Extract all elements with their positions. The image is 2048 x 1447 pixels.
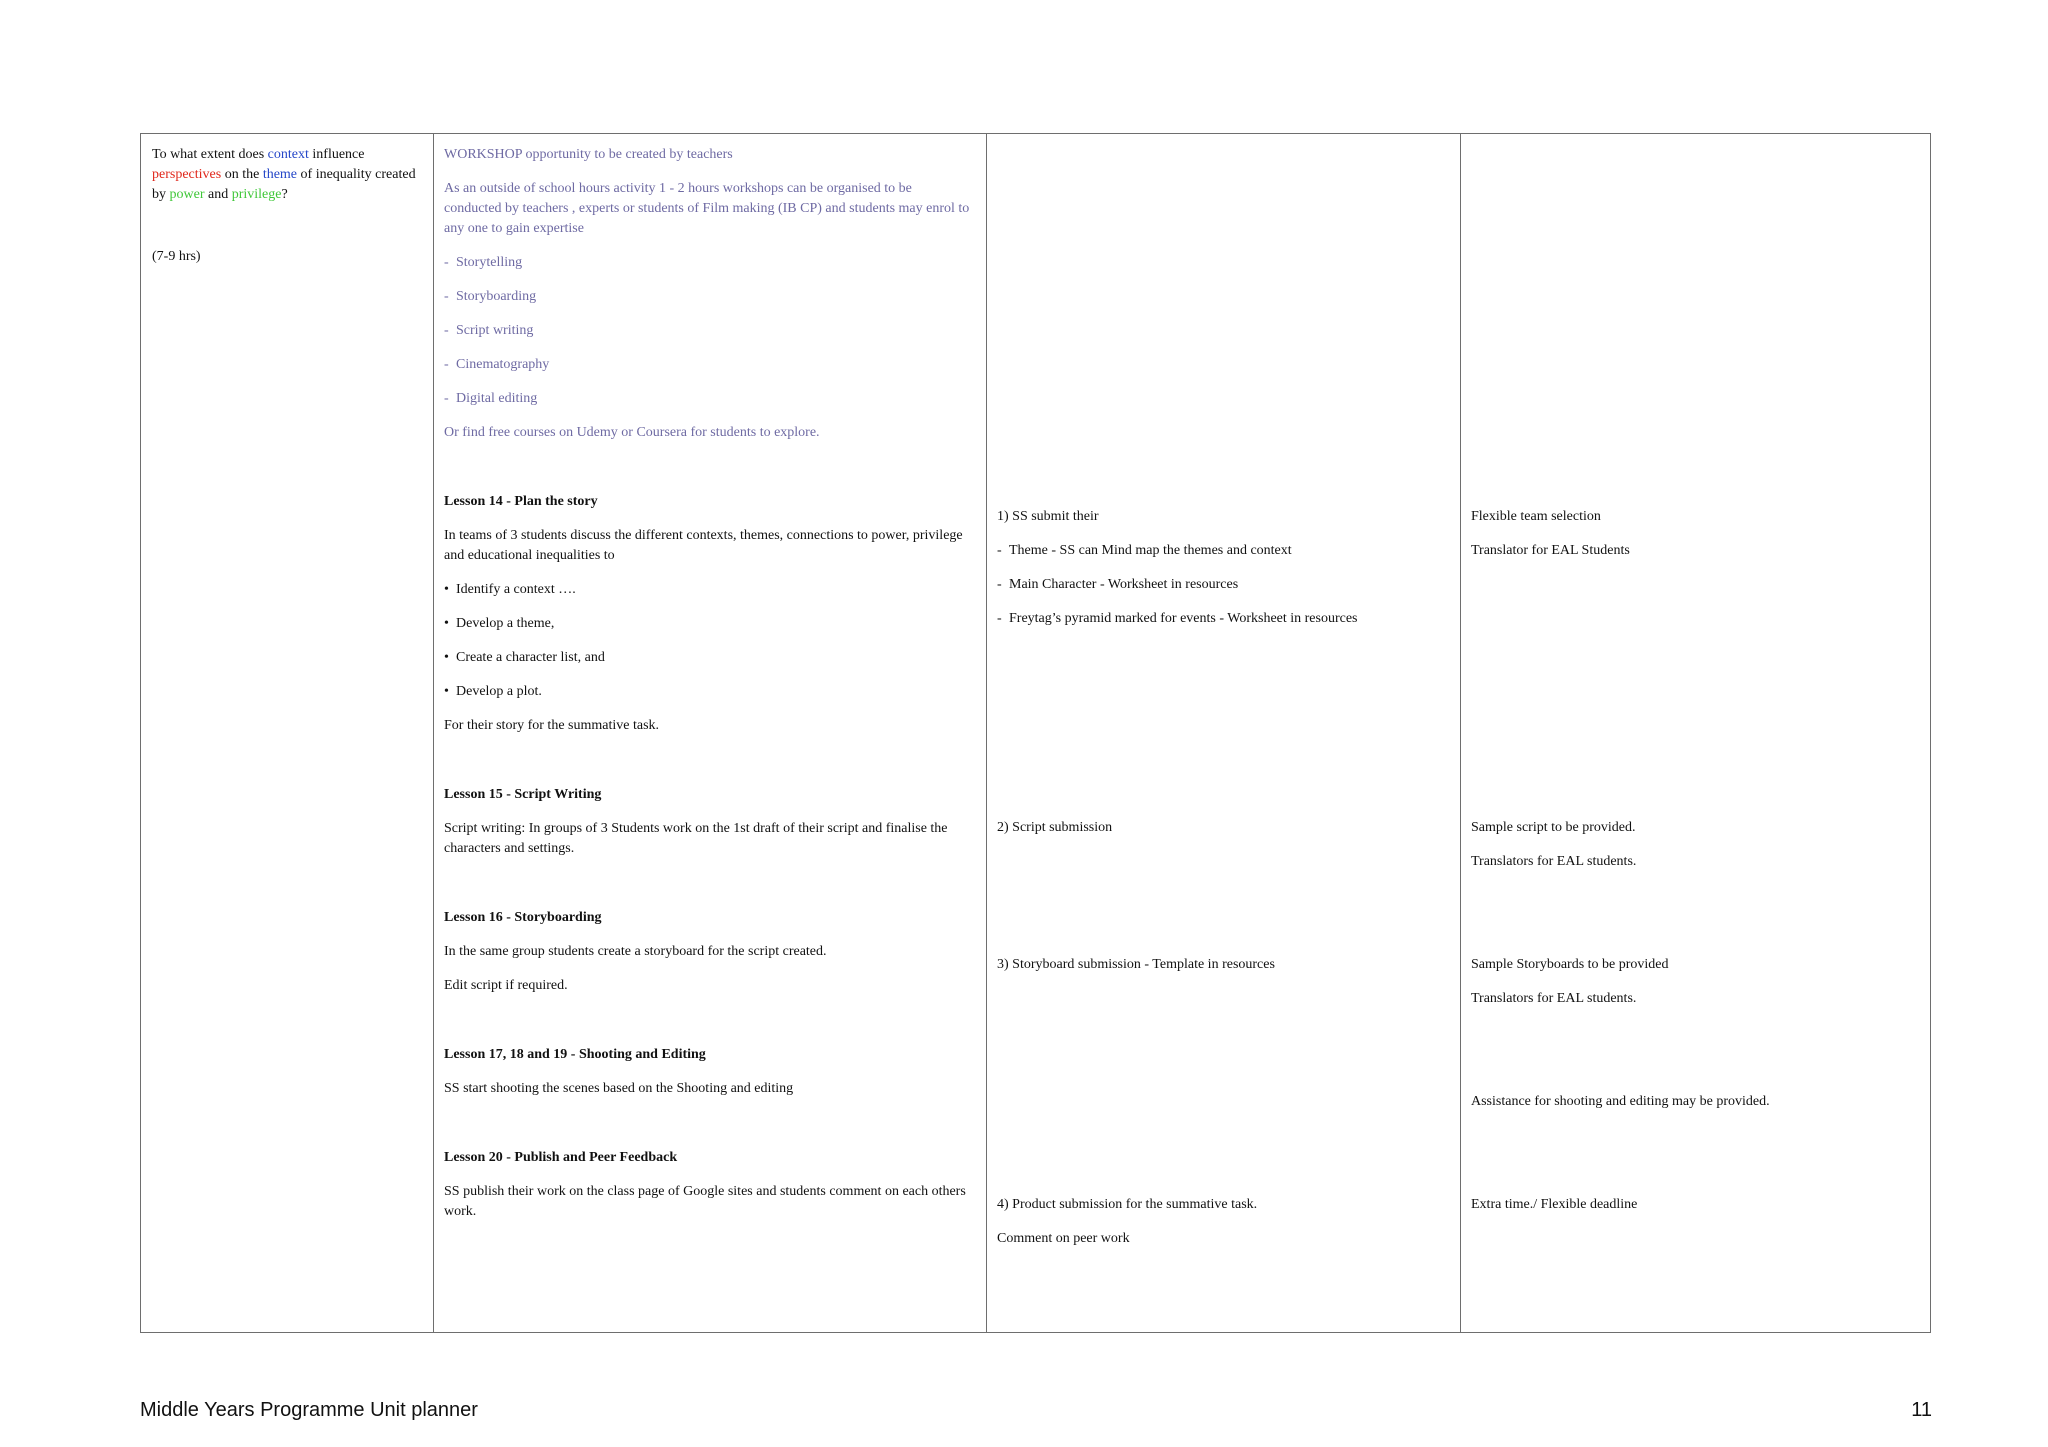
workshop-item: - Storyboarding — [444, 287, 972, 307]
keyword-theme: theme — [262, 167, 298, 182]
differentiation-note: Flexible team selection — [1471, 509, 1601, 524]
workshop-intro: As an outside of school hours activity 1 - 2 hours workshops can be organised to be conducted by teachers , experts or students of Film making (IB CP) and students may enrol to any one to gain expertise — [444, 181, 970, 236]
differentiation-note: Extra time./ Flexible deadline — [1471, 1197, 1638, 1212]
inquiry-question — [152, 145, 422, 205]
lesson-15-body: Script writing: In groups of 3 Students work on the 1st draft of their script and finalise the characters and settings. — [444, 821, 948, 856]
assessment-1-item: - Theme - SS can Mind map the themes and context — [997, 541, 1452, 561]
assessment-3: 3) Storyboard submission - Template in resources — [997, 957, 1275, 972]
assessment-1-item: - Main Character - Worksheet in resources — [997, 575, 1452, 595]
workshop-item: - Storytelling — [444, 253, 972, 273]
inquiry-question-column — [141, 134, 433, 1332]
differentiation-note: Translators for EAL students. — [1471, 854, 1637, 869]
differentiation-note: Translator for EAL Students — [1471, 543, 1630, 558]
keyword-context: context — [267, 147, 309, 162]
keyword-privilege: privilege — [231, 187, 282, 202]
inquiry-text: of inequality created by — [152, 167, 416, 202]
assessment-1-heading: 1) SS submit their — [997, 509, 1099, 524]
differentiation-note: Assistance for shooting and editing may be provided. — [1471, 1094, 1770, 1109]
assessment-column — [986, 134, 1460, 1332]
lesson-17-body: SS start shooting the scenes based on the Shooting and editing — [444, 1081, 794, 1096]
assessment-2: 2) Script submission — [997, 820, 1113, 835]
differentiation-note: Sample script to be provided. — [1471, 820, 1636, 835]
differentiation-column — [1460, 134, 1930, 1332]
lesson-16-title: Lesson 16 - Storyboarding — [444, 910, 602, 925]
lesson-17-title: Lesson 17, 18 and 19 - Shooting and Editing — [444, 1047, 706, 1062]
workshop-outro: Or find free courses on Udemy or Coursera for students to explore. — [444, 425, 820, 440]
unit-planner-table — [140, 133, 1931, 1333]
assessment-4: 4) Product submission for the summative task. — [997, 1197, 1258, 1212]
workshop-title: WORKSHOP opportunity to be created by teachers — [444, 147, 733, 162]
differentiation-note: Sample Storyboards to be provided — [1471, 957, 1669, 972]
workshop-item: - Digital editing — [444, 389, 972, 409]
keyword-perspectives: perspectives — [152, 167, 222, 182]
inquiry-text: on the — [224, 167, 260, 182]
lesson-15-title: Lesson 15 - Script Writing — [444, 787, 602, 802]
lesson-14-bullet: • Develop a theme, — [444, 614, 972, 634]
hours-label: (7-9 hrs) — [152, 249, 201, 264]
inquiry-text: and — [208, 187, 229, 202]
workshop-item: - Cinematography — [444, 355, 972, 375]
lesson-16-body: Edit script if required. — [444, 978, 568, 993]
differentiation-note: Translators for EAL students. — [1471, 991, 1637, 1006]
lesson-14-bullet: • Develop a plot. — [444, 682, 972, 702]
inquiry-text: To what extent does — [152, 147, 265, 162]
lesson-14-bullet: • Create a character list, and — [444, 648, 972, 668]
learning-experiences-column — [433, 134, 986, 1332]
workshop-item: - Script writing — [444, 321, 972, 341]
keyword-power: power — [169, 187, 205, 202]
lesson-14-intro: In teams of 3 students discuss the different contexts, themes, connections to power, privilege and educational inequalities to — [444, 528, 963, 563]
assessment-1-item: - Freytag’s pyramid marked for events - Worksheet in resources — [997, 609, 1452, 629]
assessment-4-note: Comment on peer work — [997, 1231, 1130, 1246]
lesson-20-title: Lesson 20 - Publish and Peer Feedback — [444, 1150, 678, 1165]
lesson-14-bullet: • Identify a context …. — [444, 580, 972, 600]
inquiry-text: ? — [281, 187, 288, 202]
lesson-14-title: Lesson 14 - Plan the story — [444, 494, 598, 509]
footer-title: Middle Years Programme Unit planner — [140, 1399, 478, 1421]
lesson-16-body: In the same group students create a storyboard for the script created. — [444, 944, 827, 959]
page-number: 11 — [1911, 1399, 1932, 1421]
lesson-20-body: SS publish their work on the class page of Google sites and students comment on each others work. — [444, 1184, 966, 1219]
lesson-14-outro: For their story for the summative task. — [444, 718, 660, 733]
inquiry-text: influence — [312, 147, 365, 162]
